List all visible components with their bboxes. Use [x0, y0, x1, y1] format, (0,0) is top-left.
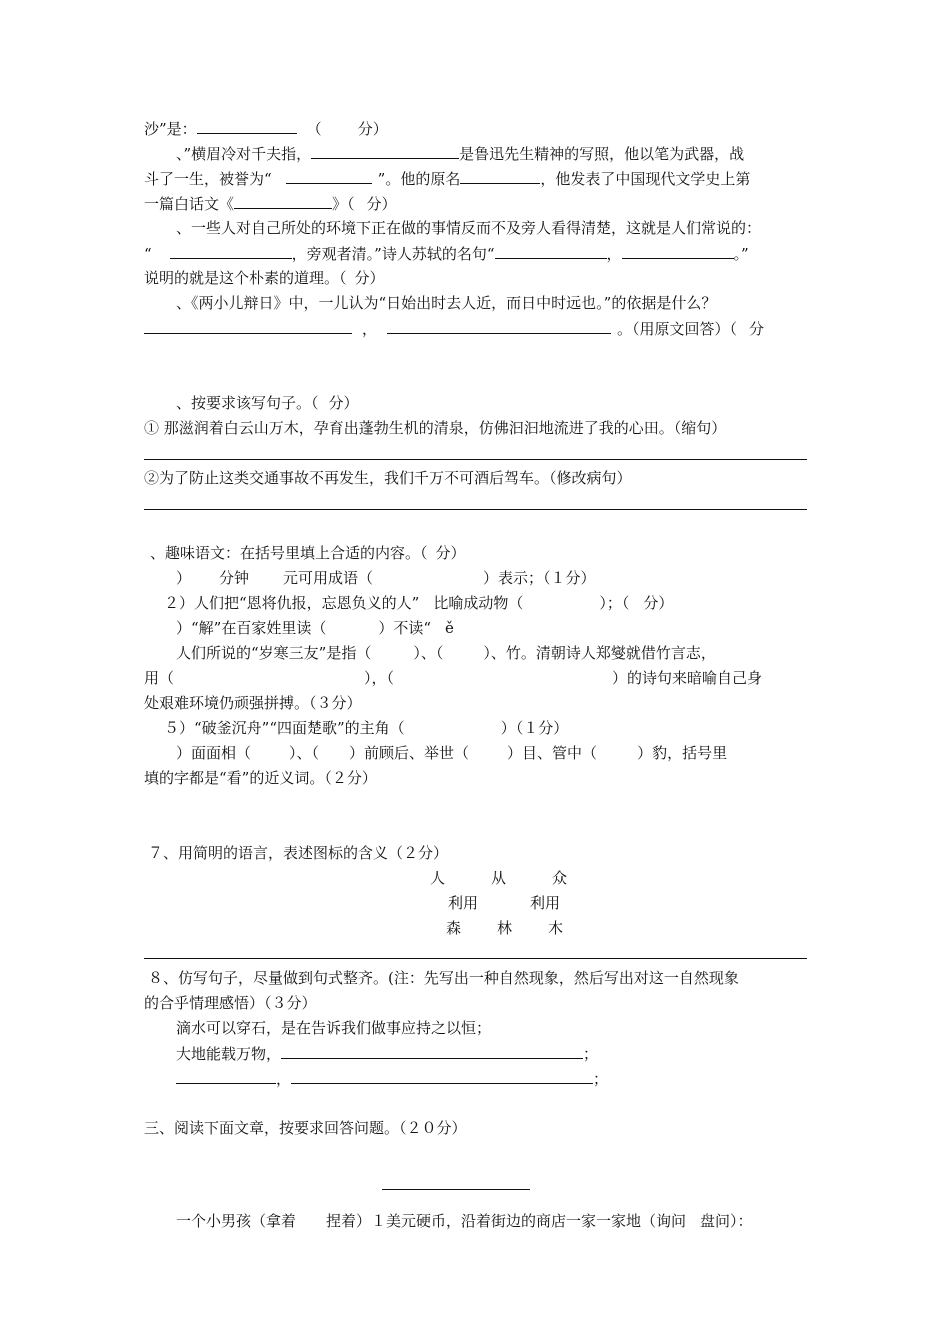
question-xiaoer-line1: [176, 293, 716, 313]
glyph-text: 木: [548, 919, 564, 937]
text: 的合乎情理感悟）（３分）: [144, 994, 317, 1012]
text: 斗了一生，被誉为“: [144, 170, 272, 188]
text: ”。他的原名: [377, 170, 461, 188]
text: 、趣味语文：在括号里填上合适的内容。（: [150, 544, 428, 562]
text: 说明的就是这个朴素的道理。（: [144, 269, 347, 287]
icon-row-1: [430, 868, 567, 888]
text: 、《两小儿辩日》中，一儿认为“日始出时去人近，而日中时远也。”的依据是什么？: [176, 294, 717, 312]
question-sushi-line2: [144, 243, 749, 264]
answer-blank[interactable]: [176, 1068, 276, 1084]
text: “: [144, 245, 152, 263]
glyph-text: 人: [430, 869, 446, 887]
question-rewrite-title: [176, 393, 359, 413]
icon-row-3: [446, 918, 563, 938]
answer-blank[interactable]: [291, 1068, 593, 1084]
text: ，: [362, 320, 378, 338]
fun-item-3: [176, 618, 454, 638]
text: ），（: [364, 669, 395, 687]
text: ）: [176, 569, 192, 587]
question-imitate-line1: [148, 968, 739, 988]
text: 比喻成动物（: [433, 594, 524, 612]
text: ）表示；（１分）: [483, 569, 596, 587]
question-sha-line: [144, 118, 388, 139]
imitate-line-5: [176, 1068, 608, 1089]
text: ）（１分）: [500, 719, 569, 737]
text: ，旁观者清。”诗人苏轼的名句“: [291, 245, 495, 263]
glyph-text: 利用: [448, 894, 479, 912]
article-title-blank[interactable]: [382, 1189, 530, 1190]
answer-blank[interactable]: [460, 168, 540, 184]
imitate-example: [176, 1018, 491, 1038]
imitate-line-4: [176, 1043, 598, 1064]
text: ２）人们把“恩将仇报，忘恩负义的人”: [164, 594, 420, 612]
question-hengmei-line1: [176, 143, 744, 164]
answer-line[interactable]: [144, 459, 807, 460]
question-fun-title: [150, 543, 466, 563]
glyph-text: 从: [491, 869, 507, 887]
answer-blank[interactable]: [170, 243, 292, 259]
text: ②为了防止这类交通事故不再发生，我们千万不可酒后驾车。（修改病句）: [144, 469, 632, 487]
question-hengmei-line3: [144, 193, 397, 214]
fun-item-1: [176, 568, 596, 588]
text: ）的诗句来暗喻自己身: [612, 669, 763, 687]
text: ）目、管中（: [507, 744, 598, 762]
text: 分）: [354, 269, 385, 287]
text: ５）“破釜沉舟”“四面楚歌”的主角（: [164, 719, 405, 737]
text: 、”横眉冷对千夫指，: [176, 145, 312, 163]
text: （: [306, 120, 322, 138]
article-paragraph-1: [176, 1211, 753, 1231]
text: ）、（: [413, 644, 444, 662]
text: ，: [276, 1070, 292, 1088]
icon-row-2: [448, 893, 560, 913]
text: 滴水可以穿石，是在告诉我们做事应持之以恒；: [176, 1019, 492, 1037]
text: ）前顾后、举世（: [349, 744, 470, 762]
answer-blank[interactable]: [311, 143, 459, 159]
rewrite-sentence-1: [144, 418, 726, 438]
section-3-title: [144, 1118, 467, 1138]
glyph-text: 众: [552, 869, 568, 887]
rewrite-sentence-2: [144, 468, 632, 488]
text: ，: [606, 245, 622, 263]
text: 、一些人对自己所处的环境下正在做的事情反而不及旁人看得清楚，这就是人们常说的：: [176, 219, 762, 237]
text: 分）: [357, 120, 388, 138]
text: ８、仿写句子，尽量做到句式整齐。(注：先写出一种自然现象，然后写出对这一自然现象: [148, 969, 739, 987]
question-hengmei-line2: [144, 168, 750, 189]
text: 一篇白话文《: [144, 195, 235, 213]
text: 人们所说的“岁寒三友”是指（: [176, 644, 372, 662]
answer-line[interactable]: [144, 509, 807, 510]
fun-item-5: [164, 718, 568, 738]
answer-blank[interactable]: [495, 243, 607, 259]
text: 分: [749, 320, 765, 338]
text: ７、用简明的语言，表述图标的含义（２分）: [148, 844, 449, 862]
text: 。”: [733, 245, 749, 263]
text: 三、阅读下面文章，按要求回答问题。（２０分）: [144, 1119, 467, 1137]
text: 用（: [144, 669, 175, 687]
answer-line[interactable]: [144, 958, 807, 959]
text: ）、竹。清朝诗人郑燮就借竹言志，: [483, 644, 716, 662]
text: ，他发表了中国现代文学史上第: [540, 170, 751, 188]
text: ）；（: [599, 594, 630, 612]
text: 。（用原文回答）（: [617, 320, 738, 338]
text: ；: [583, 1045, 599, 1063]
text: 》（: [332, 195, 355, 213]
glyph-text: 利用: [530, 894, 561, 912]
text: 分钟: [219, 569, 250, 587]
fun-item-4-cont: [144, 668, 762, 688]
text: 盘问）：: [700, 1212, 753, 1230]
text: ）豹，括号里: [637, 744, 728, 762]
text: 处艰难环境仍顽强拼搏。（３分）: [144, 694, 362, 712]
text: 分）: [435, 544, 466, 562]
text: 填的字都是“看”的近义词。（２分）: [144, 769, 377, 787]
text: 一个小男孩（拿着: [176, 1212, 297, 1230]
glyph-text: 林: [497, 919, 513, 937]
answer-blank[interactable]: [286, 168, 372, 184]
fun-item-6-end: [144, 768, 377, 788]
text: 元可用成语（: [283, 569, 374, 587]
answer-blank[interactable]: [144, 318, 352, 334]
glyph-text: 森: [446, 919, 462, 937]
answer-blank[interactable]: [234, 193, 332, 209]
text: ）不读“: [378, 619, 432, 637]
answer-blank[interactable]: [281, 1043, 583, 1059]
fun-item-2: [164, 593, 673, 613]
text: ）、（: [289, 744, 320, 762]
answer-blank[interactable]: [622, 243, 734, 259]
text: ）面面相（: [176, 744, 252, 762]
text: 沙”是：: [144, 120, 197, 138]
fun-item-6: [176, 743, 727, 763]
text: 分）: [328, 394, 359, 412]
text: 捏着）１美元硬币，沿着街边的商店一家一家地（询问: [326, 1212, 687, 1230]
answer-blank[interactable]: [387, 318, 611, 334]
question-icon-title: [148, 843, 448, 863]
text: 分）: [643, 594, 674, 612]
question-xiaoer-line2: [144, 318, 764, 339]
question-sushi-line3: [144, 268, 385, 288]
text: ；: [593, 1070, 609, 1088]
answer-blank[interactable]: [197, 118, 297, 134]
fun-item-4-end: [144, 693, 362, 713]
text: 是鲁迅先生精神的写照，他以笔为武器，战: [459, 145, 745, 163]
text: ）“解”在百家姓里读（: [176, 619, 327, 637]
question-sushi-line1: [176, 218, 761, 238]
text: ① 那滋润着白云山万木，孕育出蓬勃生机的清泉，仿佛汩汩地流进了我的心田。（缩句）: [144, 419, 727, 437]
text: 大地能载万物，: [176, 1045, 282, 1063]
text: ě: [445, 619, 454, 637]
question-imitate-line2: [144, 993, 317, 1013]
text: 分）: [366, 195, 397, 213]
text: 、按要求该写句子。（: [176, 394, 319, 412]
fun-item-4: [176, 643, 716, 663]
